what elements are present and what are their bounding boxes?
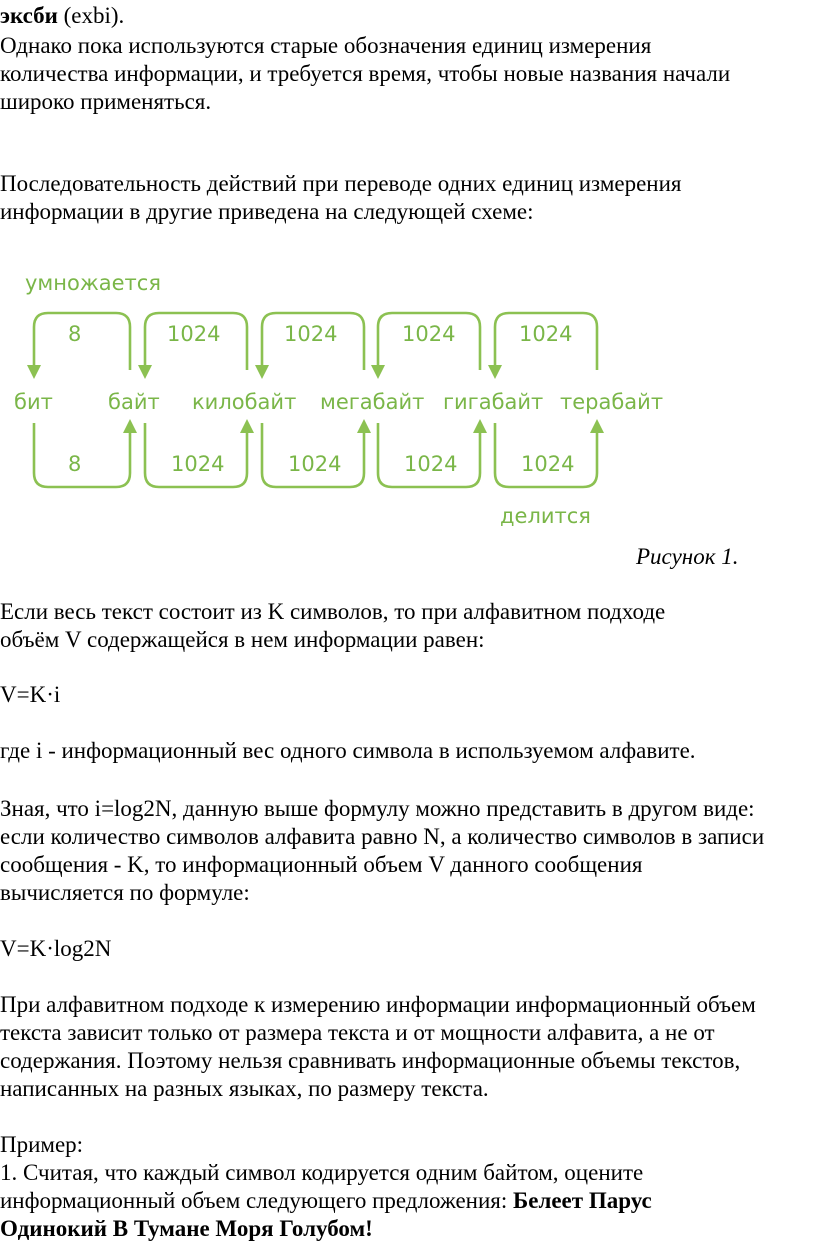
- paragraph-line: текста зависит только от размера текста и от мощности алфавита, а не от: [0, 1020, 715, 1045]
- factor-bottom: 8: [68, 452, 82, 476]
- example-text: информационный объем следующего предложения:: [0, 1188, 514, 1213]
- unit-label-bit: бит: [14, 390, 53, 414]
- formula-v-klog2n: V=K·log2N: [0, 936, 112, 961]
- example-title: Пример:: [0, 1132, 84, 1157]
- paragraph-line: где i - информационный вес одного символа в используемом алфавите.: [0, 738, 696, 763]
- unit-label-gigabyte: гигабайт: [443, 390, 544, 414]
- paragraph-line: Последовательность действий при переводе одних единиц измерения: [0, 171, 682, 196]
- divide-arrow: [34, 419, 137, 487]
- exbi-term: эксби: [0, 3, 58, 28]
- figure-caption: Рисунок 1.: [636, 544, 739, 569]
- intro-line-exbi: [0, 2, 124, 30]
- example-line: [0, 1215, 373, 1243]
- paragraph-line: Однако пока используются старые обозначения единиц измерения: [0, 33, 652, 58]
- paragraph-line: если количество символов алфавита равно N, а количество символов в записи: [0, 824, 765, 849]
- formula-v-ki: V=K·i: [0, 682, 61, 707]
- factor-top: 1024: [167, 322, 221, 346]
- example-sentence: Белеет Парус: [513, 1188, 652, 1213]
- factor-top: 1024: [519, 322, 573, 346]
- unit-conversion-diagram: [0, 255, 816, 535]
- paragraph-line: количества информации, и требуется время, чтобы новые названия начали: [0, 61, 731, 86]
- unit-label-byte: байт: [108, 390, 160, 414]
- factor-bottom: 1024: [521, 452, 575, 476]
- paragraph-line: При алфавитном подходе к измерению информации информационный объем: [0, 992, 756, 1017]
- paragraph-line: объём V содержащейся в нем информации равен:: [0, 627, 485, 652]
- factor-top: 1024: [402, 322, 456, 346]
- exbi-latin: (exbi).: [57, 3, 125, 28]
- paragraph-line: широко применяться.: [0, 89, 212, 114]
- unit-label-terabyte: терабайт: [560, 390, 664, 414]
- factor-bottom: 1024: [404, 452, 458, 476]
- divide-label: делится: [500, 504, 591, 528]
- example-sentence: Одинокий В Тумане Моря Голубом!: [0, 1216, 373, 1241]
- paragraph-line: содержания. Поэтому нельзя сравнивать информационные объемы текстов,: [0, 1048, 741, 1073]
- multiply-label: умножается: [25, 271, 161, 295]
- paragraph-line: написанных на разных языках, по размеру текста.: [0, 1076, 489, 1101]
- paragraph-line: Зная, что i=log2N, данную выше формулу можно представить в другом виде:: [0, 796, 755, 821]
- example-line: 1. Считая, что каждый символ кодируется одним байтом, оцените: [0, 1160, 644, 1185]
- factor-bottom: 1024: [288, 452, 342, 476]
- unit-label-kilobyte: килобайт: [192, 390, 297, 414]
- paragraph-line: вычисляется по формуле:: [0, 880, 250, 905]
- factor-top: 8: [68, 322, 82, 346]
- example-line: [0, 1187, 652, 1215]
- factor-bottom: 1024: [171, 452, 225, 476]
- paragraph-line: сообщения - K, то информационный объем V данного сообщения: [0, 852, 643, 877]
- paragraph-line: Если весь текст состоит из K символов, то при алфавитном подходе: [0, 599, 666, 624]
- factor-top: 1024: [284, 322, 338, 346]
- paragraph-line: информации в другие приведена на следующей схеме:: [0, 199, 534, 224]
- unit-label-megabyte: мегабайт: [320, 390, 425, 414]
